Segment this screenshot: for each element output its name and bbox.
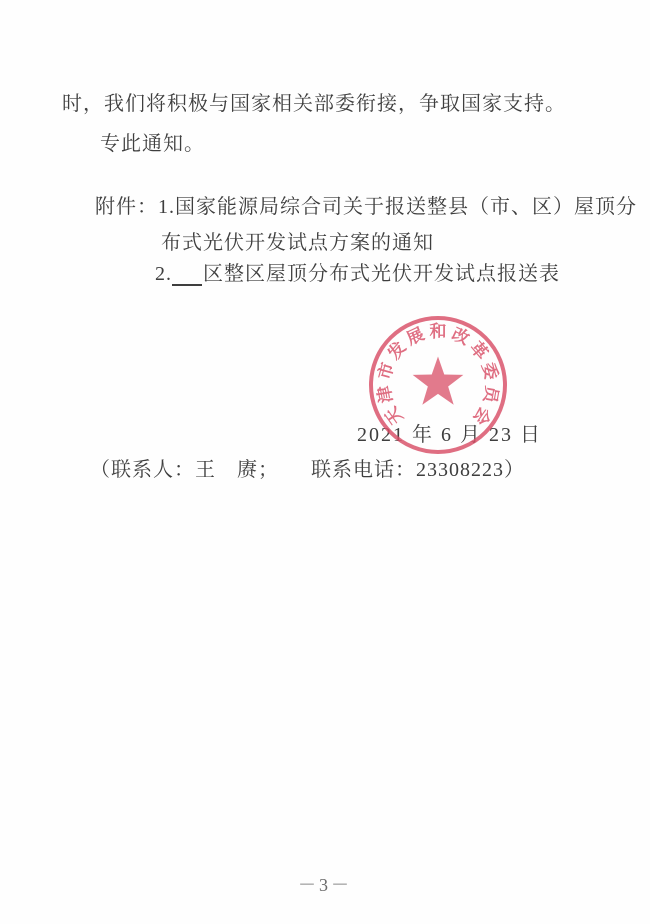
seal-character: 天	[381, 403, 407, 429]
seal-character: 津	[374, 384, 397, 405]
seal-character: 革	[466, 337, 492, 364]
seal-character: 改	[448, 324, 473, 349]
paragraph-closing: 时，我们将积极与国家相关部委衔接，争取国家支持。	[62, 93, 566, 115]
star-icon	[409, 353, 467, 411]
attachment-2-text: 区整区屋顶分布式光伏开发试点报送表	[203, 263, 560, 285]
document-date: 2021 年 6 月 23 日	[357, 424, 542, 446]
blank-underline	[172, 267, 202, 286]
contact-line: （联系人：王 赓； 联系电话：23308223）	[90, 459, 525, 481]
attachment-line-3	[155, 257, 560, 286]
seal-character: 委	[478, 360, 502, 382]
seal-character: 员	[479, 384, 502, 405]
attachment-line-2: 布式光伏开发试点方案的通知	[161, 232, 434, 254]
seal-character: 发	[384, 337, 410, 364]
seal-character: 市	[374, 360, 398, 382]
paragraph-hereby-notice: 专此通知。	[100, 133, 205, 155]
seal-character: 和	[429, 322, 447, 341]
page-number: －3－	[298, 875, 352, 895]
seal-character: 会	[469, 403, 495, 429]
attachment-2-number: 2.	[155, 263, 172, 285]
seal-character: 展	[403, 324, 428, 349]
attachment-line-1: 附件：1.国家能源局综合司关于报送整县（市、区）屋顶分	[95, 196, 637, 218]
